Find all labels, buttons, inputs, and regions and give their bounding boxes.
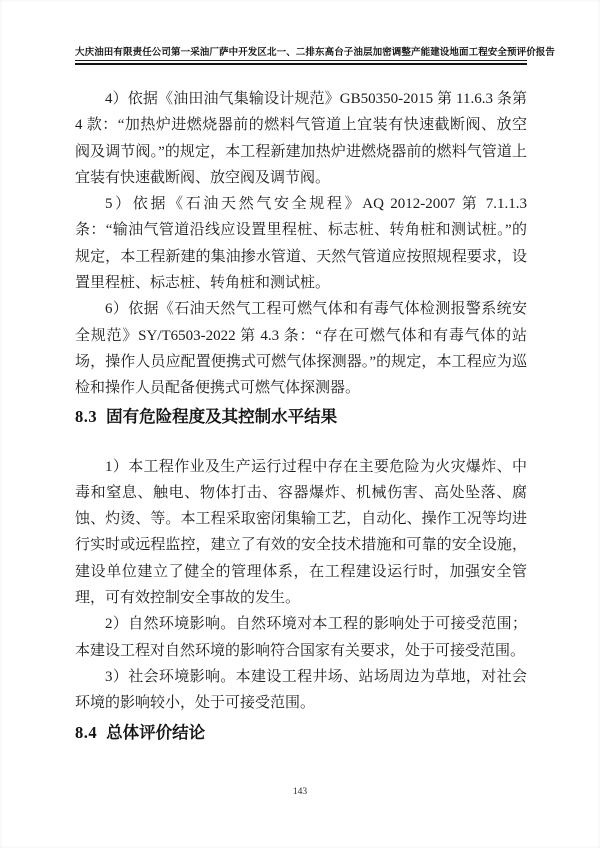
paragraph-item-3: 3）社会环境影响。本建设工程井场、站场周边为草地，对社会环境的影响较小，处于可接受范围。 xyxy=(75,668,527,712)
paragraph-item-5: 5）依据《石油天然气安全规程》AQ 2012-2007 第 7.1.1.3 条：“输油气管道沿线应设置里程桩、标志桩、转角桩和测试桩。”的规定，本工程新建的集油掺水管道、天然气管道应按照规程要求，设置里程桩、标志桩、转角桩和测试桩。 xyxy=(75,196,527,292)
section-number: 8.4 xyxy=(75,722,98,742)
section-title: 固有危险程度及其控制水平结果 xyxy=(106,406,338,426)
paragraph-item-1: 1）本工程作业及生产运行过程中存在主要危险为火灾爆炸、中毒和窒息、触电、物体打击、容器爆炸、机械伤害、高处坠落、腐蚀、灼烫、等。本工程采取密闭集输工艺，自动化、操作工况等均进行实时或远程监控，建立了有效的安全技术措施和可靠的安全设施，建设单位建立了健全的管理体系，在工程建设运行时，加强安全管理，可有效控制安全事故的发生。 xyxy=(75,458,527,607)
paragraph-item-4: 4）依据《油田油气集输设计规范》GB50350-2015 第 11.6.3 条第 4 款：“加热炉进燃烧器前的燃料气管道上宜装有快速截断阀、放空阀及调节阀。”的规定，本工程新建加热炉进燃烧器前的燃料气管道上宜装有快速截断阀、放空阀及调节阀。 xyxy=(75,91,527,186)
header-rule xyxy=(75,63,527,66)
document-body xyxy=(75,86,527,744)
section-heading-8-3 xyxy=(75,406,527,428)
section-title: 总体评价结论 xyxy=(106,722,206,742)
paragraph-item-2: 2）自然环境影响。自然环境对本工程的影响处于可接受范围；本建设工程对自然环境的影响符合国家有关要求，处于可接受范围。 xyxy=(75,616,527,659)
section-heading-8-4 xyxy=(75,722,527,744)
page-footer xyxy=(0,781,600,799)
running-header xyxy=(75,44,556,65)
paragraph-item-6: 6）依据《石油天然气工程可燃气体和有毒气体检测报警系统安全规范》SY/T6503-2022 第 4.3 条：“存在可燃气体和有毒气体的站场，操作人员应配置便携式可燃气体探测器。”的规定，本工程应为巡检和操作人员配备便携式可燃气体探测器。 xyxy=(75,301,527,397)
page-number: 143 xyxy=(292,787,308,797)
section-number: 8.3 xyxy=(75,406,98,426)
running-header-title: 大庆油田有限责任公司第一采油厂萨中开发区北一、二排东高台子油层加密调整产能建设地面工程安全预评价报告 xyxy=(75,44,527,61)
